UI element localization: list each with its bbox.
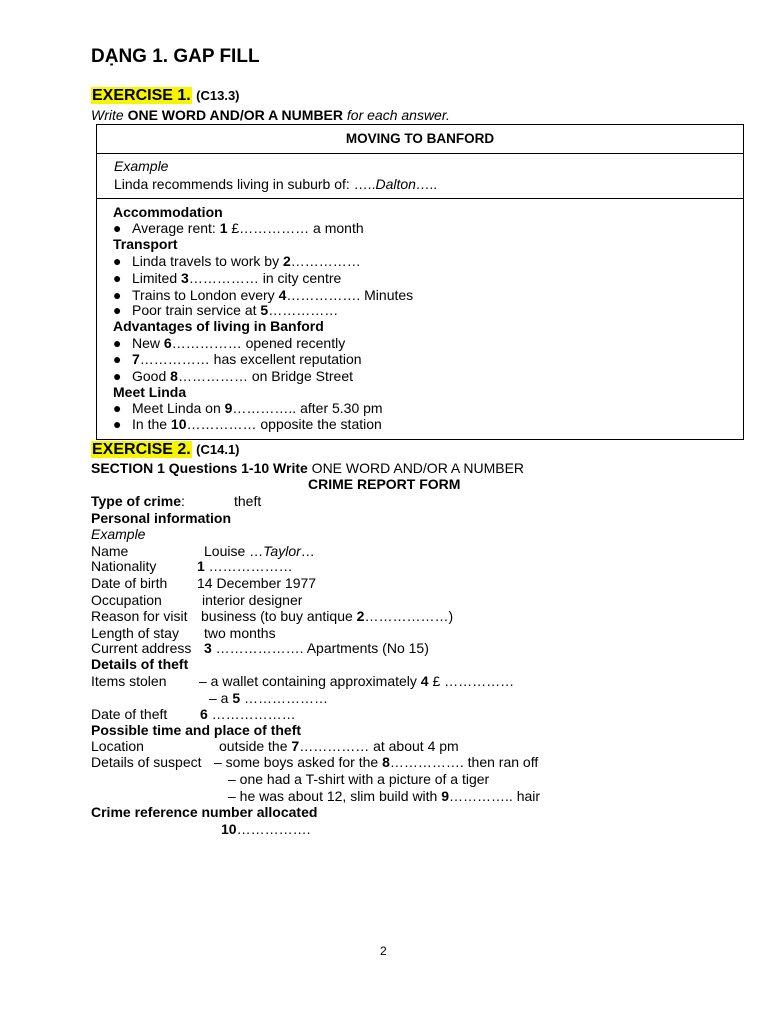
section-heading: Advantages of living in Banford [113,318,324,334]
exercise-1-instruction [91,107,450,123]
suspect-label: Details of suspect [91,754,202,770]
section-heading: Transport [113,236,178,252]
personal-heading: Personal information [91,510,232,526]
suspect-line-2: – one had a T-shirt with a picture of a tiger [228,771,490,787]
date-of-theft-value: 6 ……………… [200,706,296,722]
crime-reference-heading: Crime reference number allocated [91,804,318,820]
exercise-1-code: (C13.3) [196,88,240,103]
exercise-2-header [91,441,240,459]
type-of-crime-value: theft [234,493,262,509]
address-value: 3 ………………. Apartments (No 15) [204,640,429,656]
reason-label: Reason for visit [91,608,188,624]
items-stolen-label: Items stolen [91,673,167,689]
dob-label: Date of birth [91,575,168,591]
date-of-theft-label: Date of theft [91,706,168,722]
address-label: Current address [91,640,192,656]
example-label: Example [114,158,169,174]
reason-value: business (to buy antique 2………………) [201,608,454,624]
location-value: outside the 7…………… at about 4 pm [219,738,459,754]
page-number: 2 [380,944,387,958]
instruction-bold: ONE WORD AND/OR A NUMBER [127,107,343,123]
occupation-value: interior designer [202,592,303,608]
nationality-value: 1 ……………… [197,558,293,574]
location-label: Location [91,738,144,754]
name-value: Louise …Taylor… [204,543,315,559]
example-line: Linda recommends living in suburb of: …..Dalton….. [114,176,438,192]
gap-item: ● Linda travels to work by 2…………… [113,253,361,269]
name-label: Name [91,543,129,559]
instruction-write: Write [91,107,124,123]
exercise-1-label: EXERCISE 1. [92,87,191,104]
gap-item: ● In the 10…………… opposite the station [113,416,382,432]
instruction-rest: for each answer. [346,107,450,123]
gap-item: ● Meet Linda on 9………….. after 5.30 pm [113,400,383,416]
section-heading: Meet Linda [113,384,187,400]
exercise-2-code: (C14.1) [196,442,240,457]
gap-item: ● Trains to London every 4……………. Minutes [113,287,414,303]
page-title: DẠNG 1. GAP FILL [91,46,260,67]
suspect-line-1: – some boys asked for the 8……………. then ran off [214,754,539,770]
gap-item: ● 7…………… has excellent reputation [113,351,362,367]
dob-value: 14 December 1977 [197,575,317,591]
stay-value: two months [204,625,276,641]
crime-reference-value: 10……………. [221,821,311,837]
section-instruction: SECTION 1 Questions 1-10 Write ONE WORD AND/OR A NUMBER [91,460,525,476]
items-stolen-value-2: – a 5 ……………… [209,690,329,706]
section-heading: Accommodation [113,204,223,220]
gap-item: ● Limited 3…………… in city centre [113,270,342,286]
occupation-label: Occupation [91,592,162,608]
gap-item: ● New 6…………… opened recently [113,335,346,351]
nationality-label: Nationality [91,558,157,574]
example-answer: Dalton….. [375,176,438,192]
exercise-2-label: EXERCISE 2. [92,441,191,458]
theft-heading: Details of theft [91,656,189,672]
items-stolen-value: – a wallet containing approximately 4 £ …………… [199,673,515,689]
exercise-1-header [91,87,240,105]
possible-heading: Possible time and place of theft [91,722,302,738]
gap-item: ● Poor train service at 5…………… [113,302,339,318]
example-label-2: Example [91,526,146,542]
gap-item: ● Average rent: 1 £…………… a month [113,220,364,236]
stay-label: Length of stay [91,625,179,641]
type-of-crime-label: Type of crime: [91,493,185,509]
form-title: CRIME REPORT FORM [308,476,461,492]
box-title: MOVING TO BANFORD [96,124,744,154]
example-box [96,153,744,199]
suspect-line-3: – he was about 12, slim build with 9………….. hair [228,788,541,804]
gap-item: ● Good 8…………… on Bridge Street [113,368,353,384]
